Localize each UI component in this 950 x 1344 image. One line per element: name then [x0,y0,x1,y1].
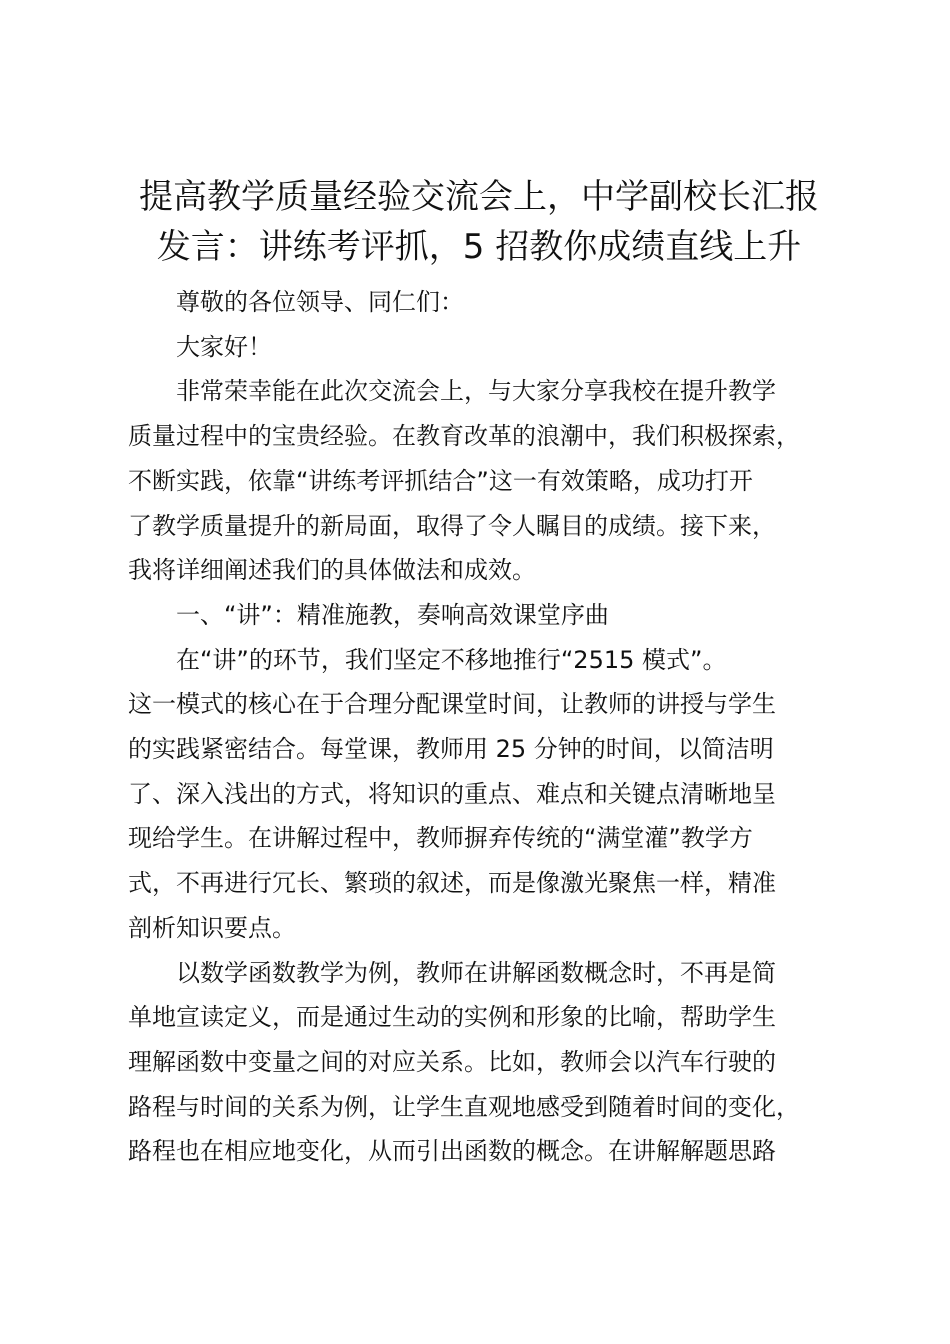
text-line: 不断实践，依靠“讲练考评抓结合”这一有效策略，成功打开 [128,466,753,495]
salutation: 尊敬的各位领导、同仁们： [176,288,464,316]
title-line-1: 提高教学质量经验交流会上，中学副校长汇报 [139,177,819,217]
text-line: 现给学生。在讲解过程中，教师摒弃传统的“满堂灌”教学方 [128,824,753,853]
text-line: 剖析知识要点。 [128,913,296,942]
text-line: 了、深入浅出的方式，将知识的重点、难点和关键点清晰地呈 [128,779,776,808]
text-line: 这一模式的核心在于合理分配课堂时间，让教师的讲授与学生 [128,690,776,719]
paragraph-2515-model [128,638,834,951]
text-line: 理解函数中变量之间的对应关系。比如，教师会以汽车行驶的 [128,1047,776,1076]
text-line: 质量过程中的宝贵经验。在教育改革的浪潮中，我们积极探索， [128,422,800,451]
text-line: 了教学质量提升的新局面，取得了令人瞩目的成绩。接下来， [128,511,776,540]
greeting: 大家好！ [176,332,272,361]
document-body [128,280,834,1174]
text-line: 我将详细阐述我们的具体做法和成效。 [128,556,536,585]
paragraph-intro [128,369,834,593]
text-line: 在“讲”的环节，我们坚定不移地推行“2515 模式”。 [176,645,727,674]
paragraph-math-example [128,951,834,1175]
text-line: 单地宣读定义，而是通过生动的实例和形象的比喻，帮助学生 [128,1003,776,1032]
text-line: 式，不再进行冗长、繁琐的叙述，而是像激光聚焦一样，精准 [128,869,776,898]
text-line: 路程与时间的关系为例，让学生直观地感受到随着时间的变化， [128,1092,800,1121]
text-line: 路程也在相应地变化，从而引出函数的概念。在讲解解题思路 [128,1137,776,1166]
title-line-2: 发言：讲练考评抓，5 招教你成绩直线上升 [156,227,802,267]
text-line: 一、“讲”：精准施教，奏响高效课堂序曲 [176,600,609,629]
text-line: 非常荣幸能在此次交流会上，与大家分享我校在提升教学 [176,377,776,406]
document-title [118,172,840,272]
text-line: 以数学函数教学为例，教师在讲解函数概念时，不再是简 [176,958,776,987]
section-heading-1 [128,593,834,638]
text-line: 的实践紧密结合。每堂课，教师用 25 分钟的时间，以简洁明 [128,735,774,764]
